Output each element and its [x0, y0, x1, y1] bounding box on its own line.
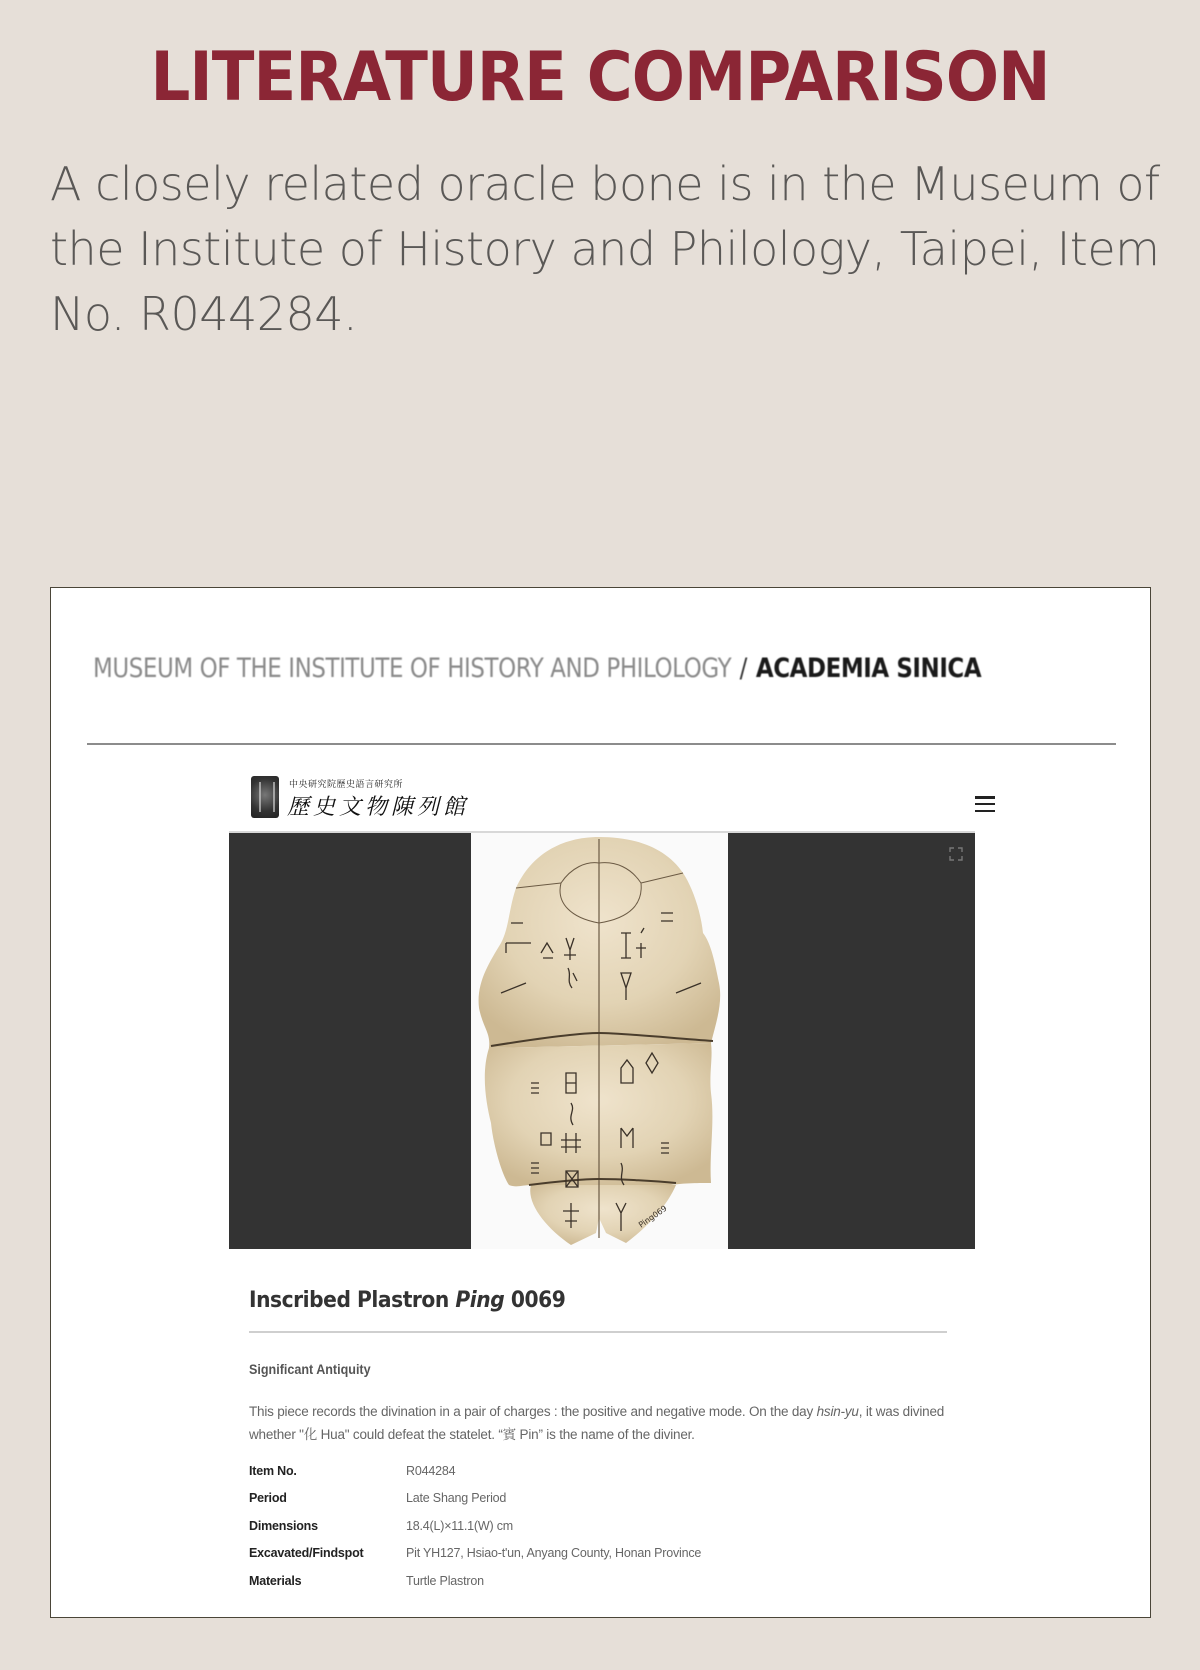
- title-suffix: 0069: [504, 1288, 566, 1313]
- page-title: LITERATURE COMPARISON: [150, 38, 1050, 117]
- logo-subtitle: 中央研究院歷史語言研究所: [289, 780, 404, 790]
- spec-value: R044284: [406, 1463, 456, 1478]
- spec-row-period: [249, 1485, 701, 1513]
- logo-title[interactable]: 歷史文物陳列館: [287, 795, 470, 820]
- hamburger-icon[interactable]: [975, 796, 997, 814]
- spec-value: Turtle Plastron: [406, 1573, 484, 1588]
- description-italic: hsin-yu: [816, 1404, 859, 1419]
- institute-name: MUSEUM OF THE INSTITUTE OF HISTORY AND PHILOLOGY: [93, 653, 732, 684]
- spec-label: Dimensions: [249, 1518, 318, 1533]
- plastron-image: [471, 833, 728, 1249]
- museum-page-screenshot: [50, 587, 1151, 1618]
- image-viewer[interactable]: [229, 831, 975, 1249]
- artifact-title: [249, 1288, 565, 1313]
- museum-site: [229, 768, 975, 1618]
- header-separator: /: [739, 653, 748, 684]
- svg-text:Ping069: Ping069: [636, 1203, 669, 1230]
- title-prefix: Inscribed Plastron: [249, 1288, 456, 1313]
- spec-row-dimensions: [249, 1512, 701, 1540]
- intro-paragraph: A closely related oracle bone is in the Museum of the Institute of History and Philology, Taipei, Item No. R044284.: [50, 157, 1160, 341]
- artifact-image: [471, 833, 728, 1249]
- museum-seal-logo-icon[interactable]: [251, 776, 279, 818]
- spec-label: Item No.: [249, 1463, 297, 1478]
- spec-label: Materials: [249, 1573, 302, 1588]
- spec-value: Pit YH127, Hsiao-t'un, Anyang County, Honan Province: [406, 1546, 702, 1561]
- site-topbar: [229, 768, 975, 831]
- artifact-category: Significant Antiquity: [249, 1362, 371, 1377]
- spec-label: Period: [249, 1491, 287, 1506]
- spec-row-materials: [249, 1567, 701, 1595]
- description-text-end: , it was divined whether "化 Hua" could defeat the statelet. “賓 Pin” is the name of the diviner.: [249, 1404, 945, 1442]
- spec-row-item-no: [249, 1457, 701, 1485]
- spec-value: 18.4(L)×11.1(W) cm: [406, 1518, 513, 1533]
- header-divider: [87, 743, 1116, 745]
- museum-header: [93, 653, 981, 684]
- spec-value: Late Shang Period: [406, 1491, 507, 1506]
- spec-row-findspot: [249, 1540, 701, 1568]
- spec-label: Excavated/Findspot: [249, 1546, 364, 1561]
- title-divider: [249, 1331, 947, 1333]
- fullscreen-icon[interactable]: [949, 847, 963, 861]
- description-text: This piece records the divination in a pair of charges : the positive and negative mode. On the day: [249, 1404, 817, 1419]
- academy-name: ACADEMIA SINICA: [755, 653, 982, 684]
- title-italic: Ping: [455, 1288, 505, 1313]
- artifact-description: [249, 1400, 949, 1446]
- artifact-specs-table: [249, 1457, 701, 1595]
